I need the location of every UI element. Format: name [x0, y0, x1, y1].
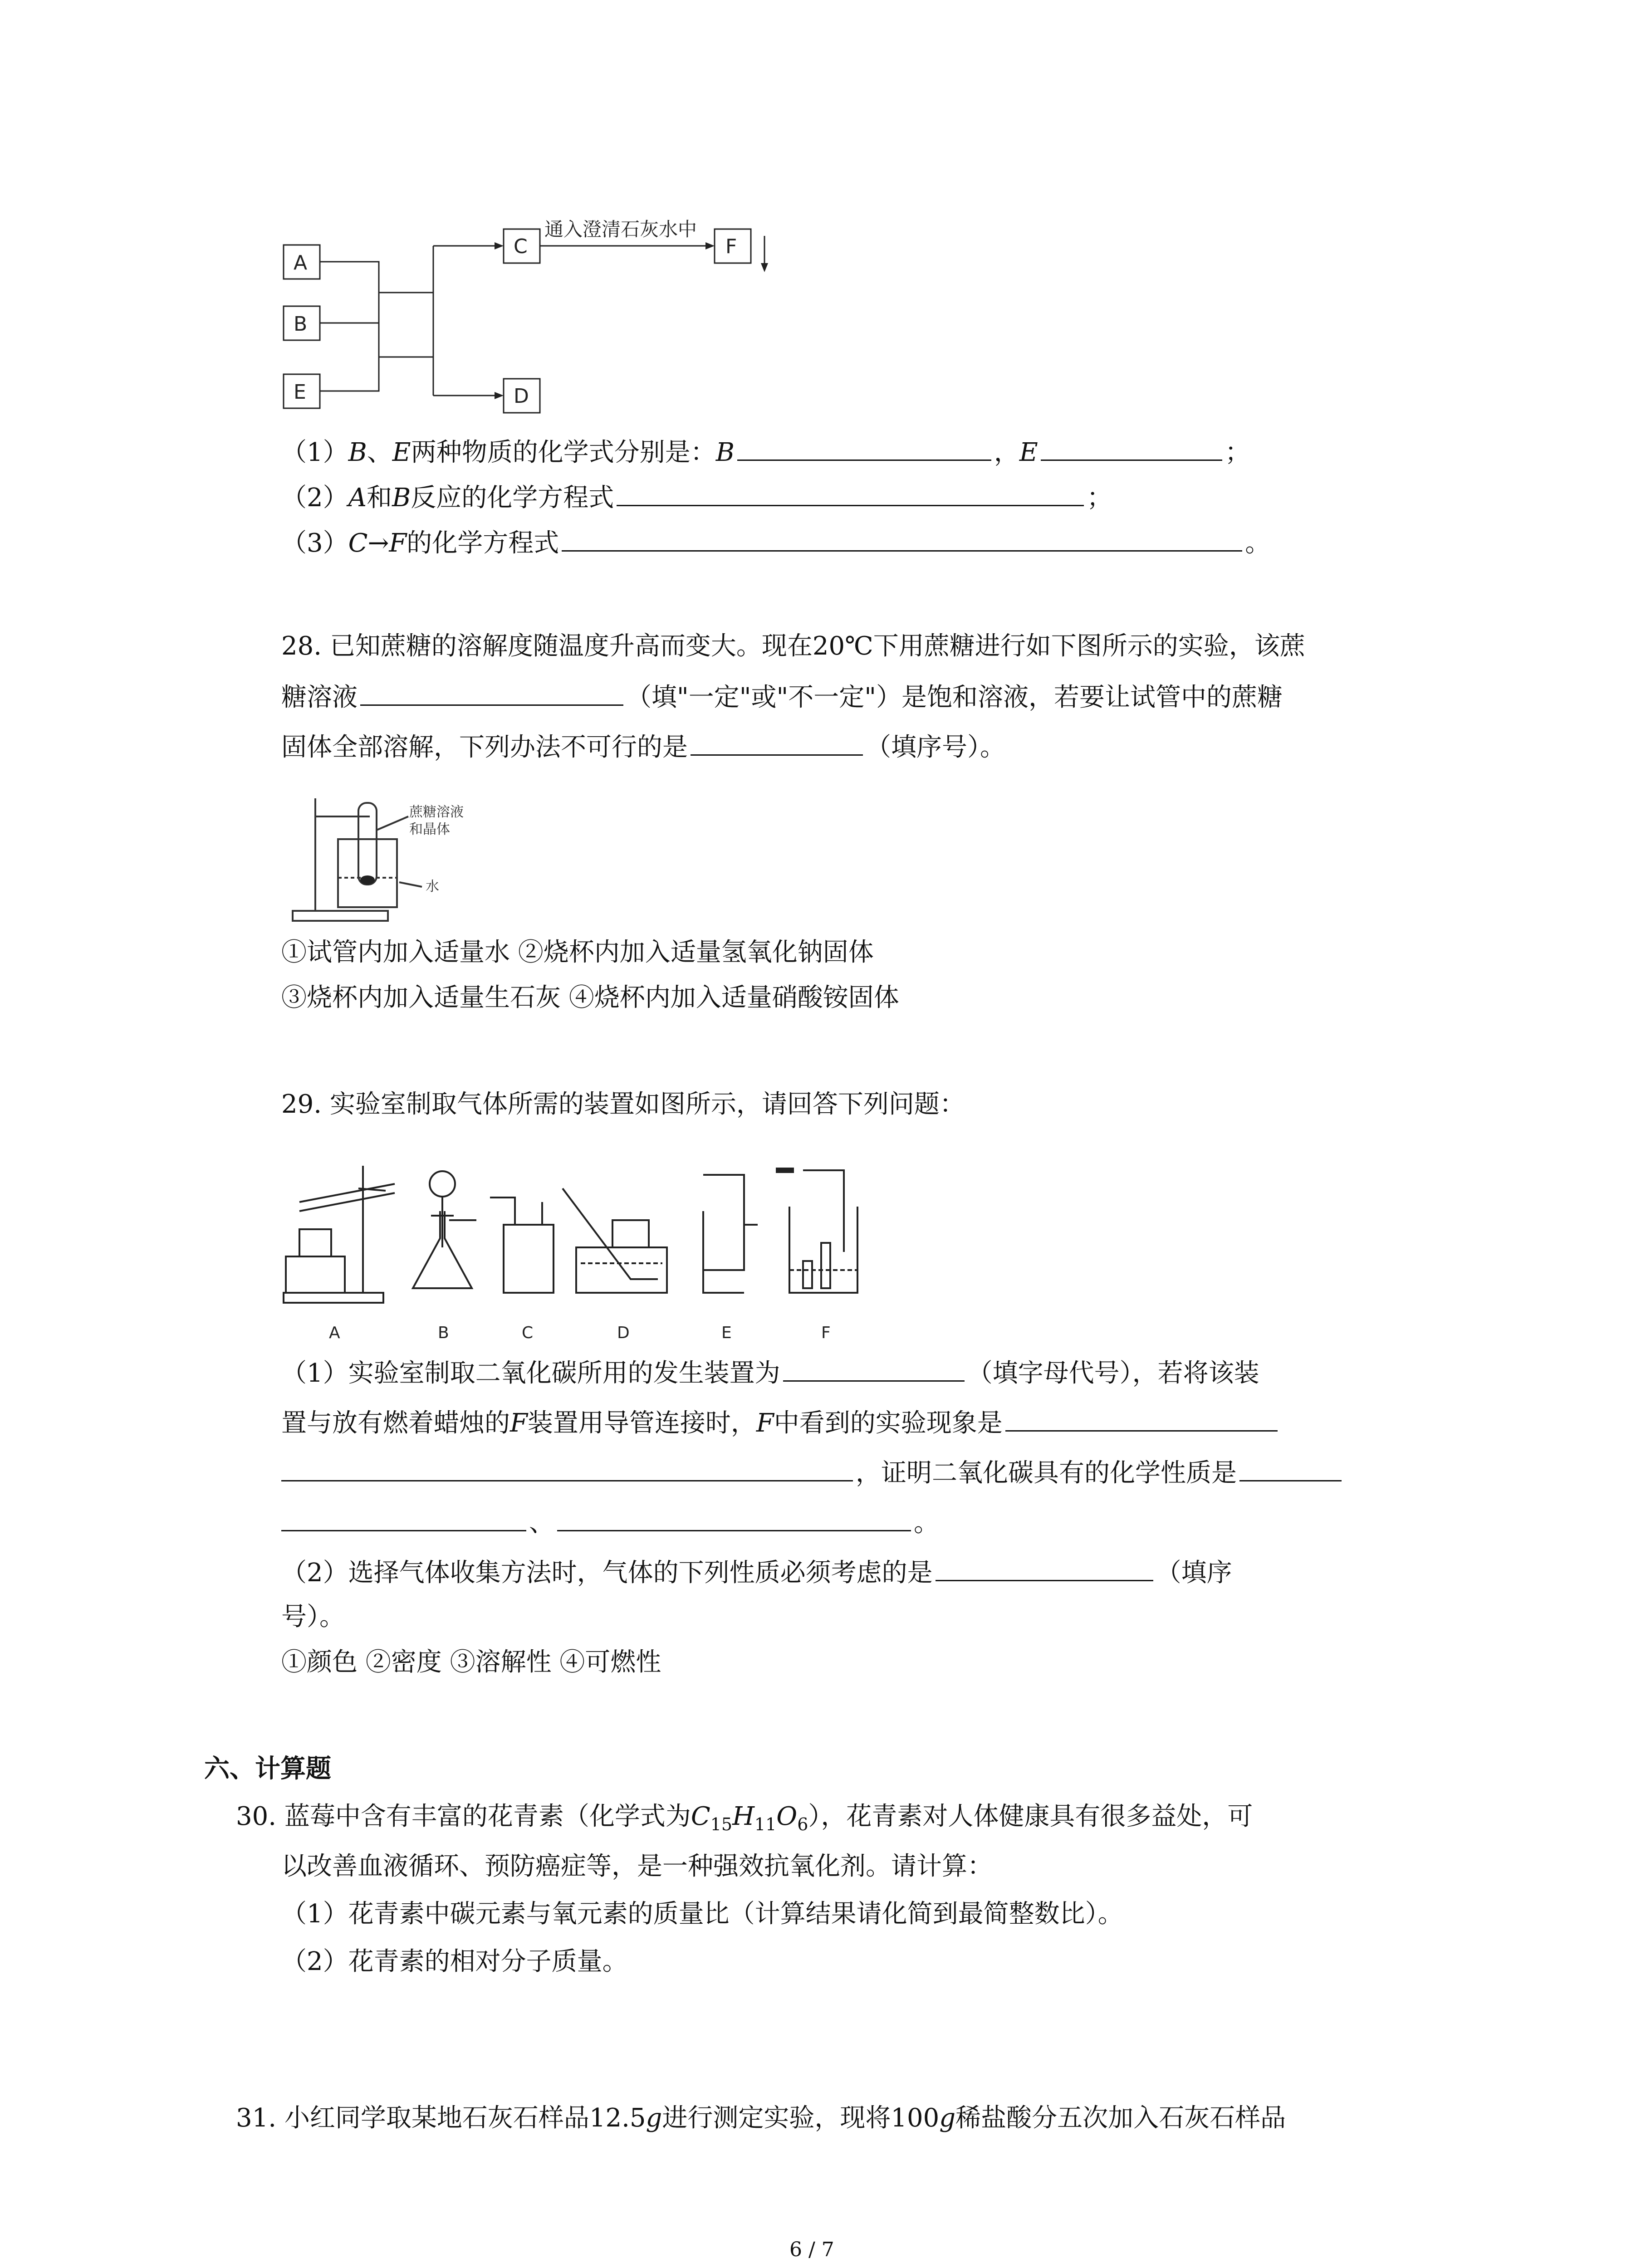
- q28-line-2: [281, 678, 1283, 716]
- separator: 、: [529, 1508, 554, 1538]
- arrow: →: [367, 528, 389, 558]
- box-f-label: F: [725, 235, 737, 258]
- arrow-label: 通入澄清石灰水中: [544, 218, 697, 240]
- formula-sub: 15: [710, 1814, 733, 1835]
- q29-text: （2）选择气体收集方法时，气体的下列性质必须考虑的是: [281, 1558, 933, 1588]
- var-f: F: [389, 528, 407, 558]
- var-f: F: [510, 1408, 528, 1438]
- answer-blank-b[interactable]: [737, 433, 991, 461]
- answer-blank-collection[interactable]: [936, 1554, 1153, 1581]
- period: 。: [1245, 528, 1271, 558]
- answer-blank-saturated[interactable]: [360, 678, 623, 706]
- page-number: 6 / 7: [789, 2238, 834, 2261]
- apparatus-d-label: D: [617, 1324, 630, 1342]
- answer-blank-phenomenon-cont[interactable]: [281, 1454, 853, 1481]
- answer-blank-generator[interactable]: [783, 1354, 965, 1382]
- q28-text: （填"一定"或"不一定"）是饱和溶液，若要让试管中的蔗糖: [626, 683, 1283, 712]
- q27-prompt: 两种物质的化学式分别是：: [411, 438, 716, 467]
- answer-blank-phenomenon[interactable]: [1005, 1404, 1278, 1432]
- q28-text: 糖溶液: [281, 683, 358, 712]
- q29-part1-line-2: [281, 1404, 1280, 1442]
- box-c-label: C: [514, 235, 528, 258]
- var-b: B: [715, 438, 735, 467]
- apparatus-a-label: A: [329, 1324, 340, 1342]
- q29-text: （填序: [1156, 1558, 1232, 1588]
- q31-text: 进行测定实验，现将100: [662, 2103, 940, 2133]
- var-f: F: [756, 1408, 774, 1438]
- gas-apparatus-figure: [281, 1157, 916, 1347]
- q29-part2-line-2: 号）。: [281, 1602, 345, 1632]
- q30-line-4: （2）花青素的相对分子质量。: [281, 1947, 628, 1976]
- q30-text: ），花青素对人体健康具有很多益处，可: [808, 1802, 1253, 1831]
- q29-text: 置与放有燃着蜡烛的: [281, 1408, 510, 1438]
- q31-line-1: [236, 2100, 1286, 2136]
- q29-part2-options: ①颜色 ②密度 ③溶解性 ④可燃性: [281, 1647, 661, 1677]
- q31-text: 31. 小红同学取某地石灰石样品12.5: [236, 2103, 646, 2133]
- answer-blank-property-1[interactable]: [281, 1504, 526, 1531]
- period: 。: [914, 1508, 939, 1538]
- formula-c: C: [691, 1802, 710, 1831]
- var-b: B: [392, 483, 411, 513]
- q29-text: （1）实验室制取二氧化碳所用的发生装置为: [281, 1359, 780, 1388]
- label-crystals: 和晶体: [409, 821, 450, 837]
- q29-text: （填字母代号），若将该装: [967, 1359, 1259, 1388]
- q30-line-3: （1）花青素中碳元素与氧元素的质量比（计算结果请化简到最简整数比）。: [281, 1899, 1123, 1929]
- formula-sub: 6: [797, 1814, 808, 1835]
- box-a-label: A: [294, 251, 308, 274]
- q27-prompt: 的化学方程式: [407, 528, 559, 558]
- var-a: A: [348, 483, 367, 513]
- q30-line-1: [236, 1799, 1253, 1843]
- q27-num: （1）: [281, 438, 348, 467]
- q29-text: 中看到的实验现象是: [774, 1408, 1003, 1438]
- q29-line-1: 29. 实验室制取气体所需的装置如图所示，请回答下列问题：: [281, 1090, 965, 1119]
- unit-g: g: [939, 2103, 956, 2133]
- conj: 和: [367, 483, 392, 513]
- q28-options-1: ①试管内加入适量水 ②烧杯内加入适量氢氧化钠固体: [281, 938, 874, 967]
- q28-text: （填序号）。: [866, 733, 1005, 762]
- q29-text: 装置用导管连接时，: [527, 1408, 756, 1438]
- q27-line-2: [281, 479, 1112, 516]
- sugar-experiment-figure: [290, 789, 499, 925]
- q28-line-3: [281, 728, 1005, 766]
- q28-line-1: 28. 已知蔗糖的溶解度随温度升高而变大。现在20℃下用蔗糖进行如下图所示的实验，该蔗: [281, 631, 1305, 661]
- answer-blank-equation[interactable]: [617, 479, 1084, 506]
- var-c: C: [348, 528, 368, 558]
- apparatus-b-label: B: [438, 1324, 449, 1342]
- q29-part1-line-3: [281, 1454, 1344, 1491]
- var-b: B: [348, 438, 367, 467]
- answer-blank-option[interactable]: [691, 728, 863, 756]
- q29-text: ，证明二氧化碳具有的化学性质是: [856, 1458, 1237, 1488]
- q28-text: 固体全部溶解，下列办法不可行的是: [281, 733, 688, 762]
- q27-prompt: 反应的化学方程式: [411, 483, 614, 513]
- formula-o: O: [776, 1802, 798, 1831]
- answer-blank-e[interactable]: [1041, 433, 1222, 461]
- answer-blank-property[interactable]: [1239, 1454, 1342, 1481]
- q28-options-2: ③烧杯内加入适量生石灰 ④烧杯内加入适量硝酸铵固体: [281, 983, 899, 1012]
- comma: ，: [994, 438, 1019, 467]
- formula-h: H: [732, 1802, 754, 1831]
- q31-text: 稀盐酸分五次加入石灰石样品: [955, 2103, 1286, 2133]
- q30-line-2: 以改善血液循环、预防癌症等，是一种强效抗氧化剂。请计算：: [281, 1852, 993, 1881]
- box-e-label: E: [294, 381, 306, 404]
- q27-line-1: [281, 433, 1250, 471]
- reaction-flow-diagram: [281, 218, 826, 422]
- unit-g: g: [646, 2103, 662, 2133]
- sep: 、: [367, 438, 392, 467]
- answer-blank-equation[interactable]: [562, 524, 1242, 552]
- formula-sub: 11: [754, 1814, 777, 1835]
- q29-part1-line-1: [281, 1354, 1259, 1392]
- q27-num: （2）: [281, 483, 348, 513]
- apparatus-f-label: F: [821, 1324, 831, 1342]
- q30-text: 30. 蓝莓中含有丰富的花青素（化学式为: [236, 1802, 691, 1831]
- label-water: 水: [426, 879, 439, 894]
- q27-num: （3）: [281, 528, 348, 558]
- box-b-label: B: [294, 313, 308, 336]
- section-title: 六、计算题: [204, 1754, 331, 1784]
- label-sugar-solution: 蔗糖溶液: [409, 804, 464, 820]
- semicolon: ；: [1225, 438, 1250, 467]
- semicolon: ；: [1087, 483, 1112, 513]
- apparatus-e-label: E: [721, 1324, 732, 1342]
- var-e: E: [392, 438, 411, 467]
- q29-part2-line-1: [281, 1554, 1232, 1591]
- var-e: E: [1019, 438, 1038, 467]
- q27-line-3: [281, 524, 1270, 562]
- q29-part1-line-4: [281, 1504, 939, 1541]
- apparatus-c-label: C: [522, 1324, 534, 1342]
- box-d-label: D: [514, 385, 529, 408]
- answer-blank-property-2[interactable]: [557, 1504, 911, 1531]
